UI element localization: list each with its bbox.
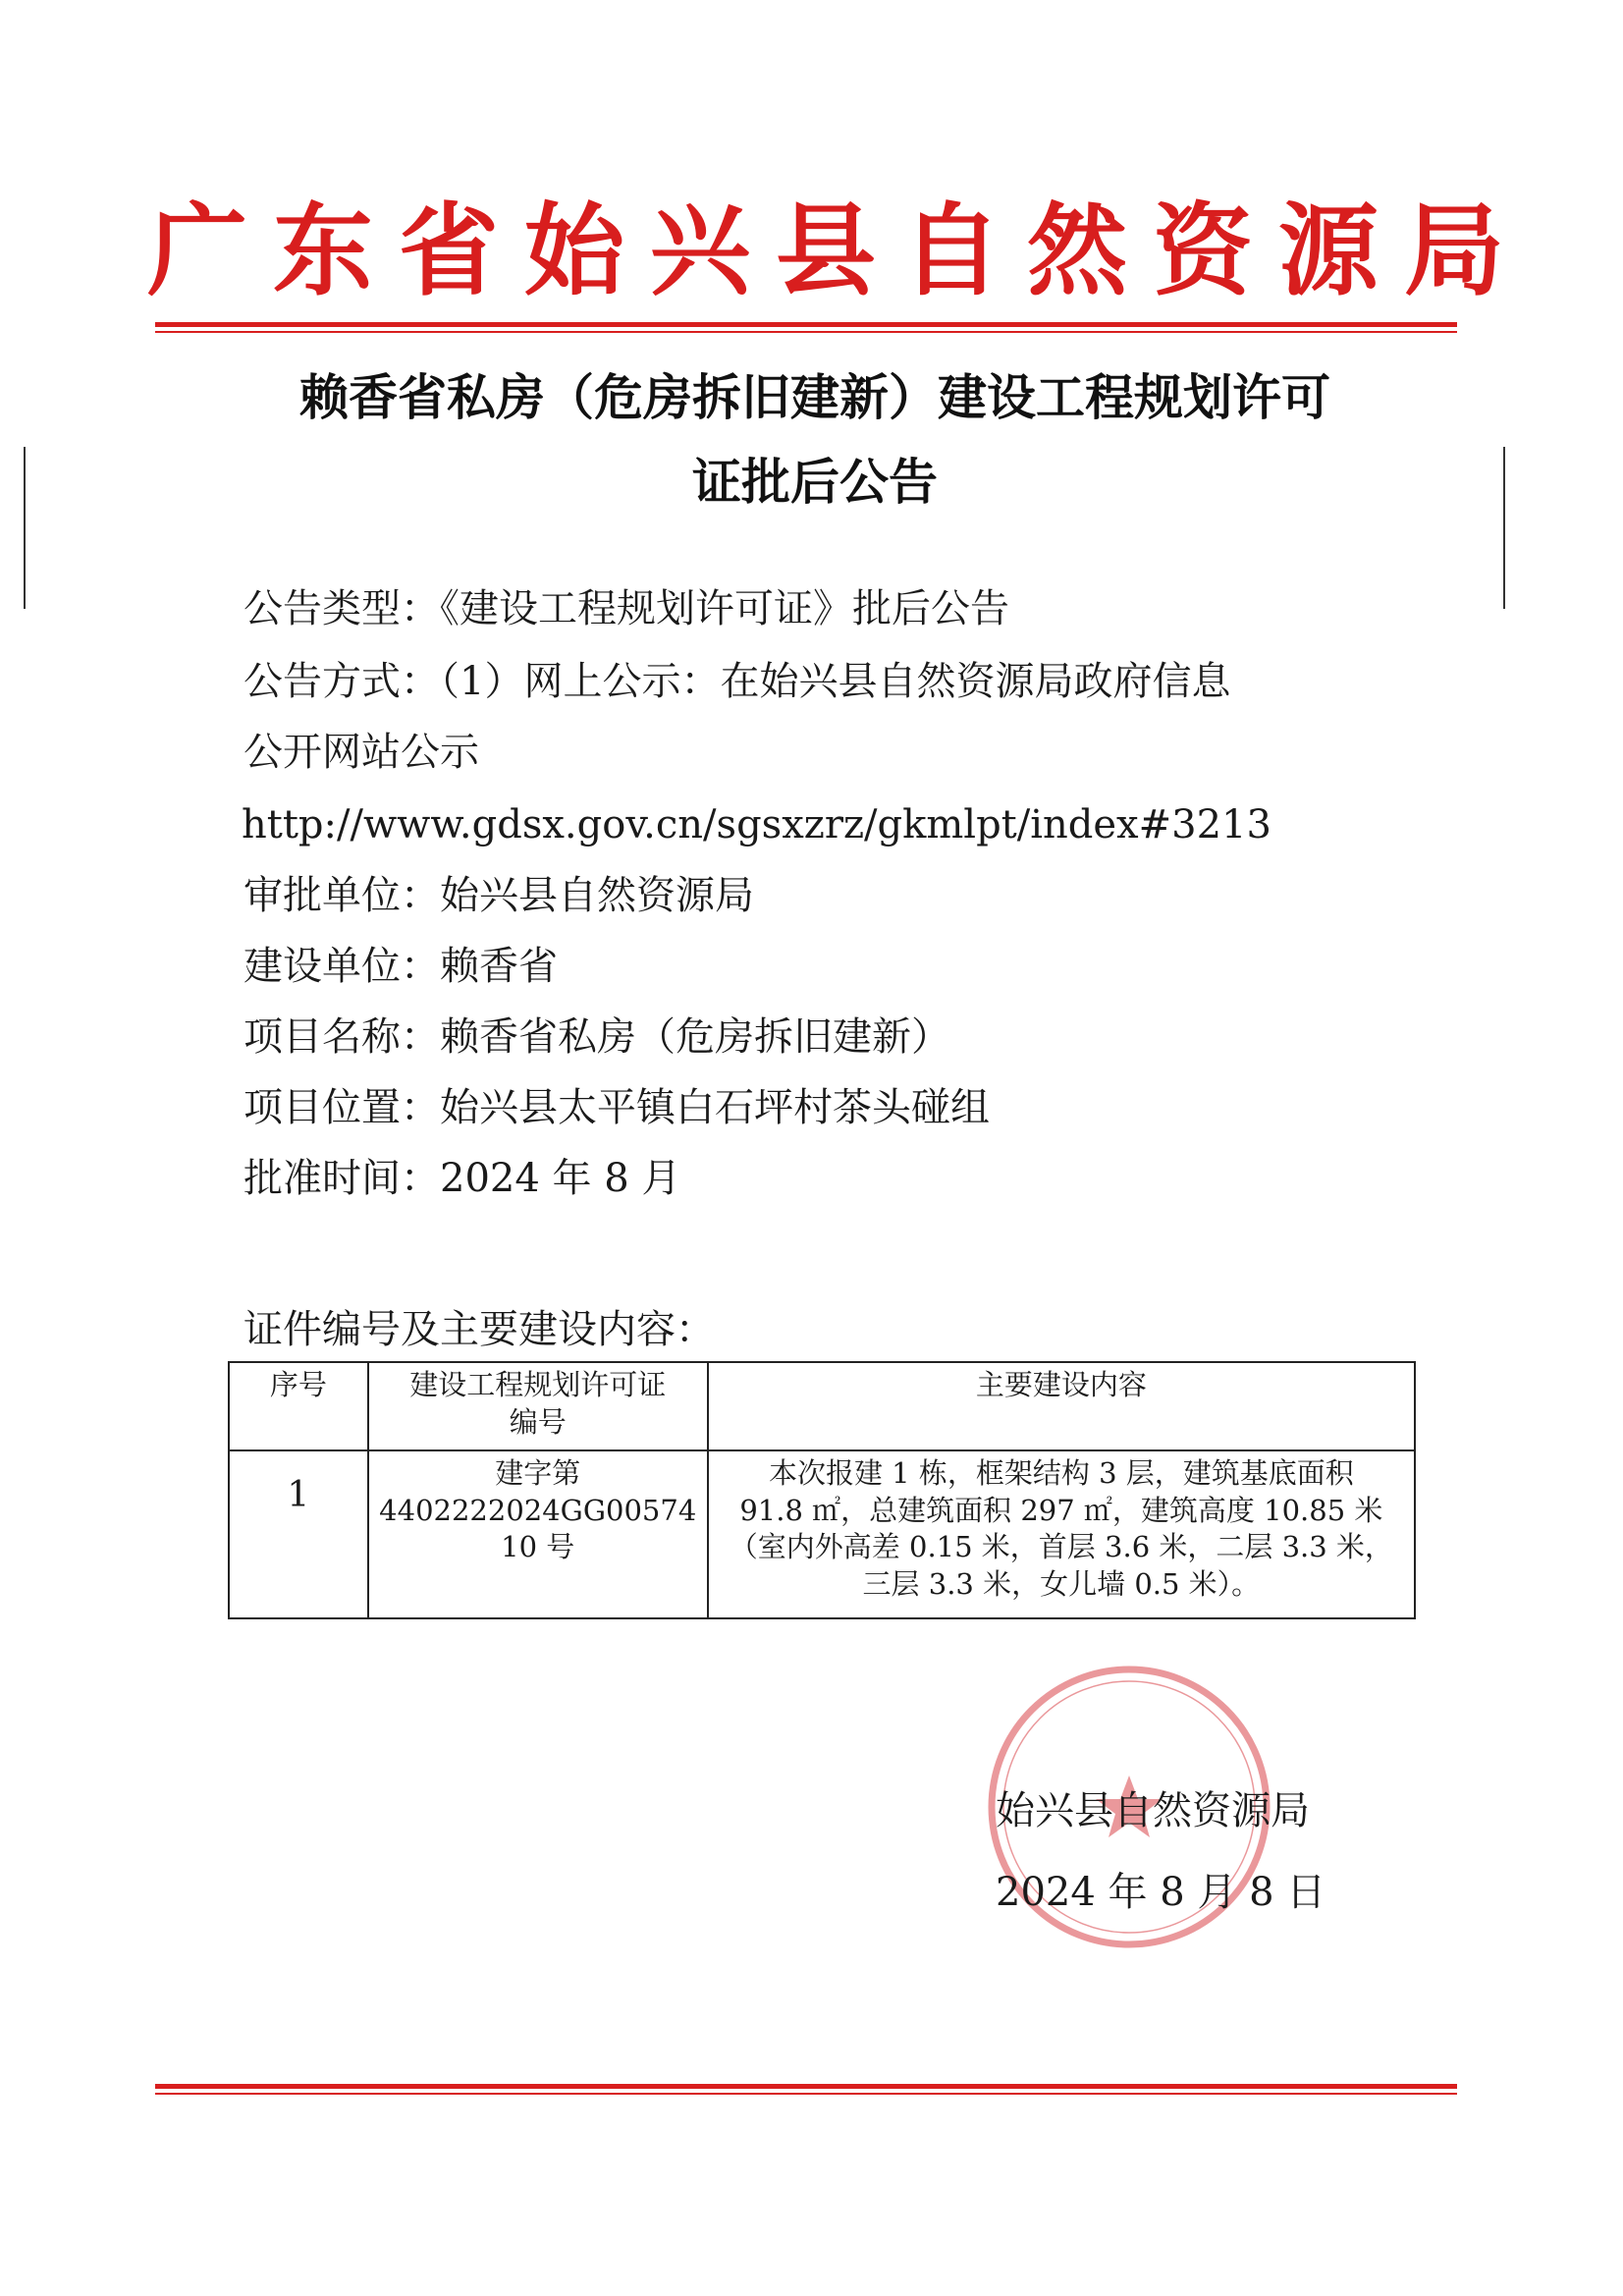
page-title: 赖香省私房（危房拆旧建新）建设工程规划许可 [299,369,1330,426]
table-caption: 证件编号及主要建设内容： [243,1307,715,1352]
approver-value: 始兴县自然资源局 [440,873,754,918]
approval-date-value: 2024 年 8 月 [440,1156,681,1201]
row-permit-number [368,1450,708,1618]
header-index: 序号 [229,1362,368,1450]
location-value: 始兴县太平镇白石坪村茶头碰组 [440,1085,990,1130]
project-value: 赖香省私房（危房拆旧建新） [440,1014,950,1060]
approver-label: 审批单位： [243,873,440,918]
scan-edge-left [24,447,26,609]
header-permit-number [368,1362,708,1450]
builder-row [243,944,558,989]
approval-date-label: 批准时间： [243,1156,440,1201]
project-row [243,1014,950,1060]
header-organization: 广东省始兴县自然资源局 [147,192,1530,310]
builder-label: 建设单位： [243,944,440,989]
signature-date: 2024 年 8 月 8 日 [996,1870,1326,1915]
content-line4: 三层 3.3 米，女儿墙 0.5 米）。 [862,1567,1261,1602]
header-permit-line1: 建设工程规划许可证 [409,1368,667,1401]
notice-type-label: 公告类型： [243,586,440,631]
notice-url-link[interactable]: http://www.gdsx.gov.cn/sgsxzrz/gkmlpt/index#3213 [242,802,1271,847]
notice-method-value-cont: 公开网站公示 [243,730,479,775]
row-index: 1 [229,1450,368,1618]
content-line3: （室内外高差 0.15 米，首层 3.6 米，二层 3.3 米， [729,1530,1393,1564]
signature-organization: 始兴县自然资源局 [996,1788,1310,1833]
location-label: 项目位置： [243,1085,440,1130]
permit-line2: 4402222024GG00574 [379,1493,697,1527]
row-content [708,1450,1415,1618]
notice-type-value: 《建设工程规划许可证》批后公告 [440,586,1009,631]
page-title-cont: 证批后公告 [692,454,938,511]
project-label: 项目名称： [243,1014,440,1060]
header-permit-line2: 编号 [509,1404,567,1439]
builder-value: 赖香省 [440,944,558,989]
approval-date-row [243,1156,681,1201]
permit-line1: 建字第 [495,1456,581,1490]
table-header-row [229,1362,1415,1450]
content-line1: 本次报建 1 栋，框架结构 3 层，建筑基底面积 [768,1456,1354,1490]
notice-method-row [243,659,1231,704]
notice-method-value: （1）网上公示：在始兴县自然资源局政府信息 [440,659,1231,704]
notice-method-label: 公告方式： [243,659,440,704]
scan-edge-right [1503,447,1505,609]
header-divider [155,322,1457,333]
location-row [243,1085,990,1130]
permit-table [228,1361,1416,1619]
permit-line3: 10 号 [501,1530,575,1564]
content-line2: 91.8 ㎡，总建筑面积 297 ㎡，建筑高度 10.85 米 [739,1493,1383,1527]
approver-row [243,873,754,918]
notice-type-row [243,586,1009,631]
footer-divider [155,2084,1457,2095]
header-content: 主要建设内容 [708,1362,1415,1450]
table-row [229,1450,1415,1618]
